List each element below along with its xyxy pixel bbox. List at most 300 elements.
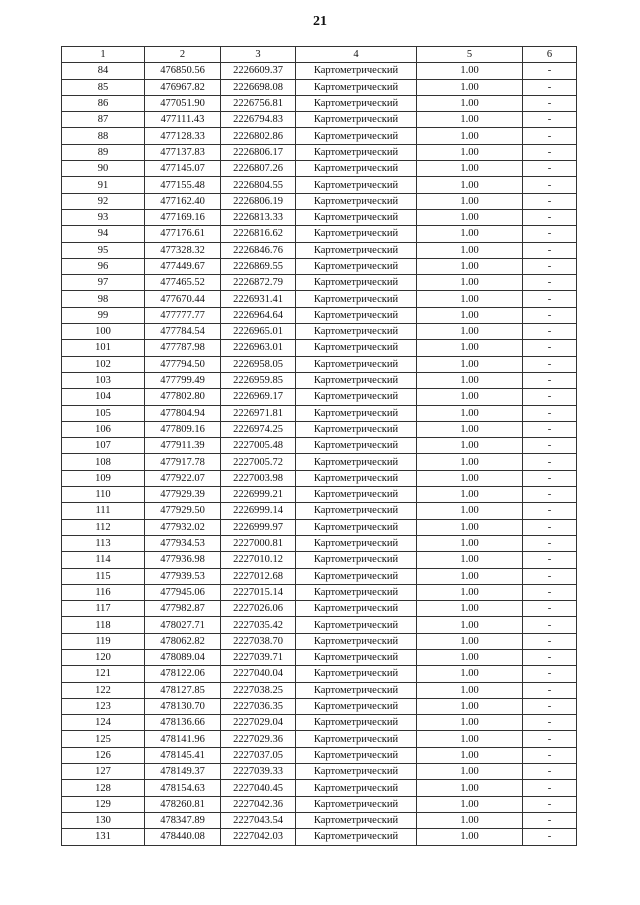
table-cell: - — [523, 829, 577, 845]
table-cell: 1.00 — [417, 193, 523, 209]
table-cell: 478145.41 — [145, 747, 221, 763]
table-cell: Картометрический — [296, 356, 417, 372]
table-cell: 478440.08 — [145, 829, 221, 845]
table-cell: 124 — [62, 715, 145, 731]
table-cell: 85 — [62, 79, 145, 95]
table-cell: 2227005.48 — [221, 438, 296, 454]
table-cell: Картометрический — [296, 421, 417, 437]
table-cell: Картометрический — [296, 112, 417, 128]
table-cell: 1.00 — [417, 372, 523, 388]
table-cell: Картометрический — [296, 340, 417, 356]
table-cell: - — [523, 535, 577, 551]
table-cell: Картометрический — [296, 405, 417, 421]
table-cell: 477982.87 — [145, 601, 221, 617]
table-row — [62, 258, 577, 274]
table-cell: 99 — [62, 307, 145, 323]
table-cell: 87 — [62, 112, 145, 128]
table-cell: 1.00 — [417, 242, 523, 258]
column-header: 2 — [145, 47, 221, 63]
table-cell: Картометрический — [296, 796, 417, 812]
table-cell: 126 — [62, 747, 145, 763]
table-cell: - — [523, 63, 577, 79]
table-row — [62, 666, 577, 682]
table-cell: 1.00 — [417, 307, 523, 323]
table-cell: 131 — [62, 829, 145, 845]
table-cell: 2226872.79 — [221, 275, 296, 291]
table-cell: Картометрический — [296, 812, 417, 828]
table-cell: 1.00 — [417, 112, 523, 128]
table-cell: 2227039.71 — [221, 649, 296, 665]
table-row — [62, 698, 577, 714]
table-cell: 107 — [62, 438, 145, 454]
table-cell: - — [523, 128, 577, 144]
table-cell: 477145.07 — [145, 161, 221, 177]
table-cell: 129 — [62, 796, 145, 812]
table-cell: 89 — [62, 144, 145, 160]
table-cell: 478141.96 — [145, 731, 221, 747]
table-cell: 477128.33 — [145, 128, 221, 144]
table-cell: 477176.61 — [145, 226, 221, 242]
table-cell: 478347.89 — [145, 812, 221, 828]
table-cell: 2226846.76 — [221, 242, 296, 258]
table-cell: 2227038.25 — [221, 682, 296, 698]
table-cell: 93 — [62, 209, 145, 225]
table-cell: 476850.56 — [145, 63, 221, 79]
table-cell: - — [523, 193, 577, 209]
table-row — [62, 617, 577, 633]
column-header: 1 — [62, 47, 145, 63]
table-cell: 2227029.04 — [221, 715, 296, 731]
table-row — [62, 470, 577, 486]
table-cell: 477328.32 — [145, 242, 221, 258]
table-row — [62, 519, 577, 535]
page-number: 21 — [313, 14, 327, 29]
table-cell: 115 — [62, 568, 145, 584]
table-row — [62, 715, 577, 731]
table-cell: 2226958.05 — [221, 356, 296, 372]
table-cell: 1.00 — [417, 161, 523, 177]
table-cell: 2226813.33 — [221, 209, 296, 225]
table-cell: Картометрический — [296, 633, 417, 649]
table-cell: 1.00 — [417, 63, 523, 79]
table-cell: 2227015.14 — [221, 584, 296, 600]
table-cell: Картометрический — [296, 829, 417, 845]
table-row — [62, 79, 577, 95]
table-cell: Картометрический — [296, 226, 417, 242]
table-cell: Картометрический — [296, 617, 417, 633]
table-cell: 477465.52 — [145, 275, 221, 291]
table-cell: 2226802.86 — [221, 128, 296, 144]
table-row — [62, 812, 577, 828]
table-row — [62, 421, 577, 437]
table-cell: 477929.39 — [145, 487, 221, 503]
table-cell: - — [523, 731, 577, 747]
table-cell: - — [523, 324, 577, 340]
table-row — [62, 438, 577, 454]
table-cell: 2226974.25 — [221, 421, 296, 437]
table-cell: 88 — [62, 128, 145, 144]
table-cell: 127 — [62, 764, 145, 780]
table-cell: 477162.40 — [145, 193, 221, 209]
table-cell: 120 — [62, 649, 145, 665]
table-cell: Картометрический — [296, 780, 417, 796]
table-cell: 113 — [62, 535, 145, 551]
table-cell: 101 — [62, 340, 145, 356]
table-cell: 477111.43 — [145, 112, 221, 128]
table-cell: 2226999.14 — [221, 503, 296, 519]
table-row — [62, 340, 577, 356]
table-cell: 92 — [62, 193, 145, 209]
table-cell: 477809.16 — [145, 421, 221, 437]
table-cell: 118 — [62, 617, 145, 633]
table-cell: 478122.06 — [145, 666, 221, 682]
table-row — [62, 454, 577, 470]
table-cell: 125 — [62, 731, 145, 747]
table-cell: - — [523, 682, 577, 698]
table-cell: 477804.94 — [145, 405, 221, 421]
table-cell: Картометрический — [296, 715, 417, 731]
table-cell: 1.00 — [417, 633, 523, 649]
table-row — [62, 275, 577, 291]
table-cell: Картометрический — [296, 144, 417, 160]
table-cell: - — [523, 812, 577, 828]
table-cell: - — [523, 144, 577, 160]
table-cell: 478027.71 — [145, 617, 221, 633]
table-cell: 478154.63 — [145, 780, 221, 796]
table-cell: Картометрический — [296, 209, 417, 225]
table-cell: 1.00 — [417, 764, 523, 780]
table-cell: 2227043.54 — [221, 812, 296, 828]
table-cell: Картометрический — [296, 764, 417, 780]
table-cell: 2227026.06 — [221, 601, 296, 617]
table-cell: 108 — [62, 454, 145, 470]
table-cell: - — [523, 796, 577, 812]
table-row — [62, 829, 577, 845]
table-cell: 2227029.36 — [221, 731, 296, 747]
table-cell: 1.00 — [417, 421, 523, 437]
table-cell: 116 — [62, 584, 145, 600]
table-cell: 2226964.64 — [221, 307, 296, 323]
table-cell: 1.00 — [417, 95, 523, 111]
table-row — [62, 535, 577, 551]
table-cell: - — [523, 372, 577, 388]
table-cell: 2227040.45 — [221, 780, 296, 796]
table-cell: 1.00 — [417, 503, 523, 519]
table-cell: 1.00 — [417, 258, 523, 274]
table-cell: - — [523, 291, 577, 307]
table-cell: 2226965.01 — [221, 324, 296, 340]
table-cell: 119 — [62, 633, 145, 649]
table-cell: 2226794.83 — [221, 112, 296, 128]
table-row — [62, 747, 577, 763]
table-cell: 478089.04 — [145, 649, 221, 665]
table-cell: - — [523, 601, 577, 617]
table-cell: 477169.16 — [145, 209, 221, 225]
table-row — [62, 63, 577, 79]
table-cell: - — [523, 356, 577, 372]
table-cell: - — [523, 340, 577, 356]
table-cell: - — [523, 438, 577, 454]
table-row — [62, 372, 577, 388]
table-cell: 2227038.70 — [221, 633, 296, 649]
table-cell: 2226971.81 — [221, 405, 296, 421]
table-cell: - — [523, 552, 577, 568]
table-cell: 2226931.41 — [221, 291, 296, 307]
table-cell: 84 — [62, 63, 145, 79]
table-cell: Картометрический — [296, 438, 417, 454]
table-cell: - — [523, 519, 577, 535]
table-cell: 477929.50 — [145, 503, 221, 519]
table-cell: 122 — [62, 682, 145, 698]
table-row — [62, 764, 577, 780]
table-cell: 1.00 — [417, 747, 523, 763]
table-cell: 2226806.19 — [221, 193, 296, 209]
table-row — [62, 568, 577, 584]
table-cell: Картометрический — [296, 307, 417, 323]
table-cell: - — [523, 421, 577, 437]
table-cell: Картометрический — [296, 666, 417, 682]
table-cell: Картометрический — [296, 177, 417, 193]
table-cell: Картометрический — [296, 161, 417, 177]
table-cell: 1.00 — [417, 226, 523, 242]
table-cell: Картометрический — [296, 747, 417, 763]
table-cell: 2226999.97 — [221, 519, 296, 535]
table-cell: 1.00 — [417, 389, 523, 405]
table-cell: 477155.48 — [145, 177, 221, 193]
table-cell: 91 — [62, 177, 145, 193]
table-row — [62, 584, 577, 600]
table-header-row — [62, 47, 577, 63]
table-cell: 478130.70 — [145, 698, 221, 714]
table-cell: 477799.49 — [145, 372, 221, 388]
table-cell: 477802.80 — [145, 389, 221, 405]
table-cell: Картометрический — [296, 649, 417, 665]
table-cell: 1.00 — [417, 666, 523, 682]
table-cell: 1.00 — [417, 812, 523, 828]
table-cell: 121 — [62, 666, 145, 682]
table-cell: 104 — [62, 389, 145, 405]
table-cell: 112 — [62, 519, 145, 535]
table-cell: 1.00 — [417, 731, 523, 747]
table-cell: 2226609.37 — [221, 63, 296, 79]
table-cell: Картометрический — [296, 519, 417, 535]
table-cell: 478149.37 — [145, 764, 221, 780]
table-row — [62, 128, 577, 144]
table-cell: 1.00 — [417, 780, 523, 796]
table-cell: Картометрический — [296, 731, 417, 747]
table-cell: 2227010.12 — [221, 552, 296, 568]
table-cell: 2227036.35 — [221, 698, 296, 714]
table-cell: Картометрический — [296, 487, 417, 503]
table-cell: 1.00 — [417, 324, 523, 340]
table-cell: Картометрический — [296, 601, 417, 617]
table-cell: 477670.44 — [145, 291, 221, 307]
table-row — [62, 324, 577, 340]
table-cell: 2227042.36 — [221, 796, 296, 812]
table-cell: 98 — [62, 291, 145, 307]
table-cell: 2227040.04 — [221, 666, 296, 682]
table-cell: - — [523, 715, 577, 731]
table-cell: 1.00 — [417, 79, 523, 95]
table-cell: 477932.02 — [145, 519, 221, 535]
table-cell: 1.00 — [417, 128, 523, 144]
table-row — [62, 731, 577, 747]
table-cell: 106 — [62, 421, 145, 437]
table-cell: 1.00 — [417, 356, 523, 372]
table-cell: 477917.78 — [145, 454, 221, 470]
table-cell: 1.00 — [417, 340, 523, 356]
table-cell: - — [523, 584, 577, 600]
table-cell: 2226816.62 — [221, 226, 296, 242]
table-cell: - — [523, 389, 577, 405]
table-row — [62, 405, 577, 421]
table-cell: 1.00 — [417, 487, 523, 503]
table-cell: - — [523, 764, 577, 780]
table-row — [62, 780, 577, 796]
table-cell: 477137.83 — [145, 144, 221, 160]
table-cell: 2226698.08 — [221, 79, 296, 95]
table-cell: - — [523, 242, 577, 258]
table-cell: - — [523, 79, 577, 95]
table-cell: 111 — [62, 503, 145, 519]
table-cell: 478062.82 — [145, 633, 221, 649]
table-cell: 114 — [62, 552, 145, 568]
table-cell: 2227039.33 — [221, 764, 296, 780]
table-cell: 110 — [62, 487, 145, 503]
table-cell: - — [523, 405, 577, 421]
table-body — [62, 63, 577, 845]
table-cell: 2227012.68 — [221, 568, 296, 584]
table-row — [62, 389, 577, 405]
table-row — [62, 112, 577, 128]
table-row — [62, 307, 577, 323]
table-cell: Картометрический — [296, 372, 417, 388]
table-cell: 2226806.17 — [221, 144, 296, 160]
table-row — [62, 503, 577, 519]
table-cell: - — [523, 698, 577, 714]
table-cell: Картометрический — [296, 552, 417, 568]
table-row — [62, 649, 577, 665]
table-cell: 477794.50 — [145, 356, 221, 372]
table-cell: Картометрический — [296, 128, 417, 144]
table-cell: 1.00 — [417, 829, 523, 845]
table-cell: 95 — [62, 242, 145, 258]
table-cell: 1.00 — [417, 649, 523, 665]
table-cell: 2226999.21 — [221, 487, 296, 503]
table-cell: Картометрический — [296, 682, 417, 698]
table-cell: 477936.98 — [145, 552, 221, 568]
column-header: 6 — [523, 47, 577, 63]
table-cell: - — [523, 161, 577, 177]
table-row — [62, 601, 577, 617]
table-cell: 1.00 — [417, 177, 523, 193]
table-row — [62, 633, 577, 649]
table-cell: Картометрический — [296, 454, 417, 470]
coordinates-table — [61, 46, 577, 846]
table-cell: - — [523, 177, 577, 193]
table-cell: 90 — [62, 161, 145, 177]
table-row — [62, 177, 577, 193]
table-cell: - — [523, 649, 577, 665]
table-cell: - — [523, 454, 577, 470]
table-cell: - — [523, 487, 577, 503]
table-row — [62, 487, 577, 503]
table-cell: - — [523, 747, 577, 763]
table-row — [62, 242, 577, 258]
table-cell: 476967.82 — [145, 79, 221, 95]
table-cell: 1.00 — [417, 601, 523, 617]
table-cell: Картометрический — [296, 503, 417, 519]
table-cell: 103 — [62, 372, 145, 388]
table-cell: Картометрический — [296, 193, 417, 209]
table-cell: Картометрический — [296, 79, 417, 95]
table-cell: - — [523, 617, 577, 633]
table-cell: - — [523, 568, 577, 584]
column-header: 4 — [296, 47, 417, 63]
table-cell: 2226807.26 — [221, 161, 296, 177]
table-cell: 477945.06 — [145, 584, 221, 600]
table-cell: - — [523, 503, 577, 519]
table-cell: 1.00 — [417, 698, 523, 714]
table-cell: 130 — [62, 812, 145, 828]
table-cell: 2226969.17 — [221, 389, 296, 405]
table-cell: 1.00 — [417, 291, 523, 307]
table-cell: 123 — [62, 698, 145, 714]
table-cell: Картометрический — [296, 535, 417, 551]
table-row — [62, 552, 577, 568]
table-cell: 94 — [62, 226, 145, 242]
table-cell: 478260.81 — [145, 796, 221, 812]
table-cell: 1.00 — [417, 209, 523, 225]
table-cell: 2227003.98 — [221, 470, 296, 486]
table-row — [62, 356, 577, 372]
column-header: 5 — [417, 47, 523, 63]
table-cell: 2227005.72 — [221, 454, 296, 470]
table-cell: 2226804.55 — [221, 177, 296, 193]
table-cell: 477939.53 — [145, 568, 221, 584]
table-cell: 1.00 — [417, 617, 523, 633]
table-cell: 2227000.81 — [221, 535, 296, 551]
table-cell: 102 — [62, 356, 145, 372]
table-cell: 1.00 — [417, 275, 523, 291]
table-cell: 1.00 — [417, 568, 523, 584]
table-cell: 1.00 — [417, 144, 523, 160]
table-cell: Картометрический — [296, 389, 417, 405]
table-cell: Картометрический — [296, 568, 417, 584]
table-cell: 2226756.81 — [221, 95, 296, 111]
table-cell: - — [523, 780, 577, 796]
table-cell: 1.00 — [417, 552, 523, 568]
table-row — [62, 796, 577, 812]
table-cell: 1.00 — [417, 405, 523, 421]
table-cell: 96 — [62, 258, 145, 274]
table-cell: 1.00 — [417, 796, 523, 812]
table-cell: 1.00 — [417, 454, 523, 470]
table-cell: 477784.54 — [145, 324, 221, 340]
table-cell: Картометрический — [296, 258, 417, 274]
table-cell: 2226963.01 — [221, 340, 296, 356]
column-header: 3 — [221, 47, 296, 63]
table-cell: 477051.90 — [145, 95, 221, 111]
table-cell: Картометрический — [296, 95, 417, 111]
table-cell: 1.00 — [417, 535, 523, 551]
table-row — [62, 291, 577, 307]
table-cell: 1.00 — [417, 438, 523, 454]
table-cell: Картометрический — [296, 291, 417, 307]
table-cell: 2227037.05 — [221, 747, 296, 763]
table-cell: 128 — [62, 780, 145, 796]
table-cell: 97 — [62, 275, 145, 291]
